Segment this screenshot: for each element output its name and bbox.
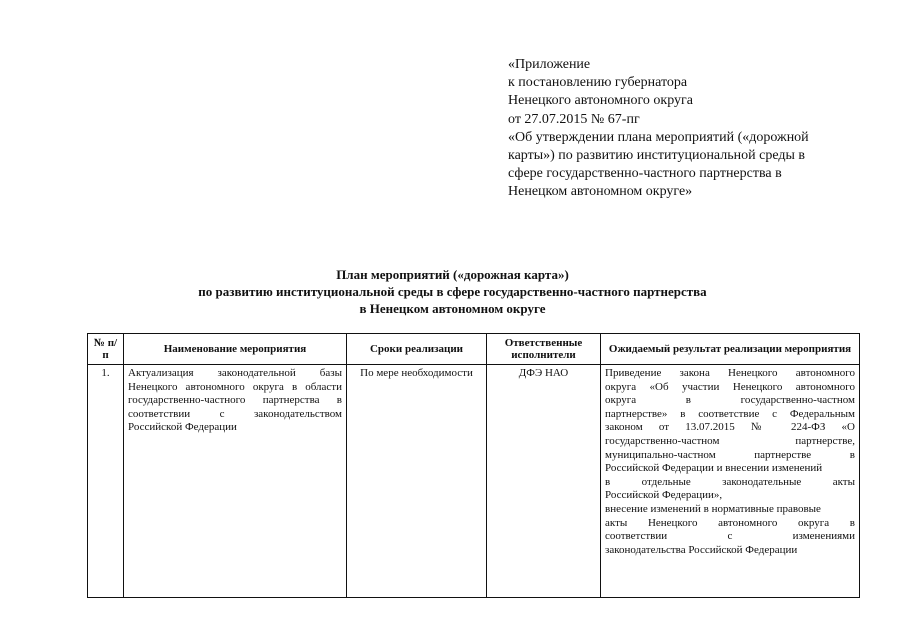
- result-line: партнерстве» в соответствие с Федеральным: [605, 407, 855, 420]
- plan-title-line: по развитию институциональной среды в сфере государственно-частного партнерства: [198, 284, 707, 299]
- result-line: округа «Об участии Ненецкого автономного: [605, 380, 855, 393]
- header-name: Наименование мероприятия: [124, 334, 347, 365]
- appendix-line: от 27.07.2015 № 67-пг: [508, 111, 640, 127]
- appendix-line: Ненецкого автономного округа: [508, 93, 693, 109]
- table-row: [88, 365, 860, 598]
- result-line: в отдельные законодательные акты: [605, 475, 855, 488]
- appendix-line: «Приложение: [508, 57, 591, 72]
- appendix-line: карты») по развитию институциональной среды в: [508, 148, 806, 164]
- plan-title-line: План мероприятий («дорожная карта»): [336, 267, 569, 282]
- result-line: законодательства Российской Федерации: [605, 543, 798, 556]
- plan-table: [87, 333, 860, 598]
- cell-num: 1.: [88, 365, 124, 598]
- result-line: Приведение закона Ненецкого автономного: [605, 367, 855, 379]
- appendix-line: «Об утверждении плана мероприятий («дорожной: [508, 129, 809, 145]
- appendix-header: [508, 56, 848, 202]
- appendix-line: Ненецком автономном округе»: [508, 184, 693, 200]
- result-line: муниципально-частном партнерстве в: [605, 448, 855, 461]
- plan-title: [0, 266, 905, 317]
- cell-name: Актуализация законодательной базы Ненецкого автономного округа в области государственно-частного партнерства в соответствии с законодательством Российской Федерации: [124, 365, 347, 598]
- result-line: акты Ненецкого автономного округа в: [605, 516, 855, 529]
- result-line: Российской Федерации»,: [605, 489, 723, 502]
- cell-executors: ДФЭ НАО: [487, 365, 601, 598]
- plan-title-line: в Ненецком автономном округе: [359, 301, 546, 316]
- result-line: внесение изменений в нормативные правовые: [605, 502, 821, 515]
- header-deadline: Сроки реализации: [347, 334, 487, 365]
- header-result: Ожидаемый результат реализации мероприятия: [601, 334, 860, 365]
- result-line: законом от 13.07.2015 № 224-ФЗ «О: [605, 421, 855, 434]
- header-executors: Ответственные исполнители: [487, 334, 601, 365]
- result-line: округа в государственно-частном: [605, 394, 855, 407]
- header-num: № п/п: [88, 334, 124, 365]
- result-line: Российской Федерации и внесении изменений: [605, 462, 823, 475]
- result-line: государственно-частном партнерстве,: [605, 434, 855, 447]
- appendix-line: к постановлению губернатора: [508, 75, 688, 91]
- result-line: соответствии с изменениями: [605, 530, 855, 543]
- cell-result: [601, 365, 860, 598]
- table-header-row: [88, 334, 860, 365]
- cell-deadline: По мере необходимости: [347, 365, 487, 598]
- appendix-line: сфере государственно-частного партнерства в: [508, 166, 782, 182]
